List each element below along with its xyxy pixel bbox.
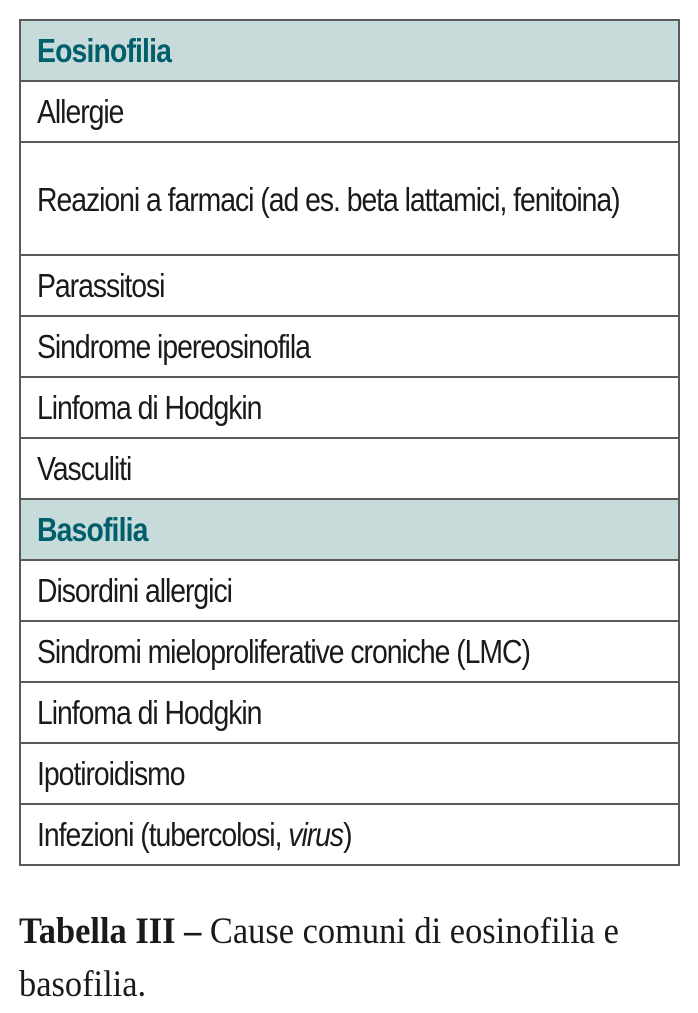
table-row [20, 255, 679, 316]
table-row [20, 142, 679, 255]
table-row [20, 560, 679, 621]
table-cell [20, 142, 679, 255]
table-cell [20, 377, 679, 438]
cell-text-italic: virus [288, 816, 344, 853]
cell-text: Vasculiti [37, 450, 132, 487]
table-cell [20, 804, 679, 865]
section-title: Basofilia [37, 511, 148, 548]
caption-text: Cause comuni di eosinofilia e basofilia. [19, 911, 619, 1005]
table-cell [20, 438, 679, 499]
table-cell [20, 316, 679, 377]
caption-text-block [19, 905, 692, 1011]
causes-table [19, 19, 680, 866]
cell-text: Parassitosi [37, 267, 165, 304]
cell-text-prefix: Infezioni (tubercolosi, [37, 816, 289, 853]
section-title: Eosinofilia [37, 32, 172, 69]
table-row [20, 621, 679, 682]
causes-table-container [19, 19, 680, 866]
table-cell [20, 81, 679, 142]
cell-text: Linfoma di Hodgkin [37, 389, 262, 426]
table-row [20, 81, 679, 142]
cell-text: Ipotiroidismo [37, 755, 185, 792]
caption-label: Tabella III – [19, 911, 202, 952]
table-cell [20, 621, 679, 682]
table-cell [20, 743, 679, 804]
cell-text [37, 810, 351, 859]
table-row [20, 682, 679, 743]
table-caption [19, 905, 689, 1011]
table-cell [20, 560, 679, 621]
table-row [20, 743, 679, 804]
cell-text: Linfoma di Hodgkin [37, 694, 262, 731]
table-row [20, 316, 679, 377]
section-header-eosinofilia [20, 20, 679, 81]
cell-text: Sindrome ipereosinofila [37, 328, 310, 365]
table-row [20, 377, 679, 438]
section-header-basofilia [20, 499, 679, 560]
table-row [20, 804, 679, 865]
cell-text: Allergie [37, 93, 124, 130]
cell-text: Reazioni a farmaci (ad es. beta lattamici, fenitoina) [37, 181, 620, 218]
section-header-row [20, 20, 679, 81]
table-cell [20, 255, 679, 316]
cell-text-suffix: ) [343, 816, 352, 853]
table-cell [20, 682, 679, 743]
cell-text: Sindromi mieloproliferative croniche (LMC) [37, 633, 530, 670]
section-header-row [20, 499, 679, 560]
cell-text: Disordini allergici [37, 572, 232, 609]
table-row [20, 438, 679, 499]
